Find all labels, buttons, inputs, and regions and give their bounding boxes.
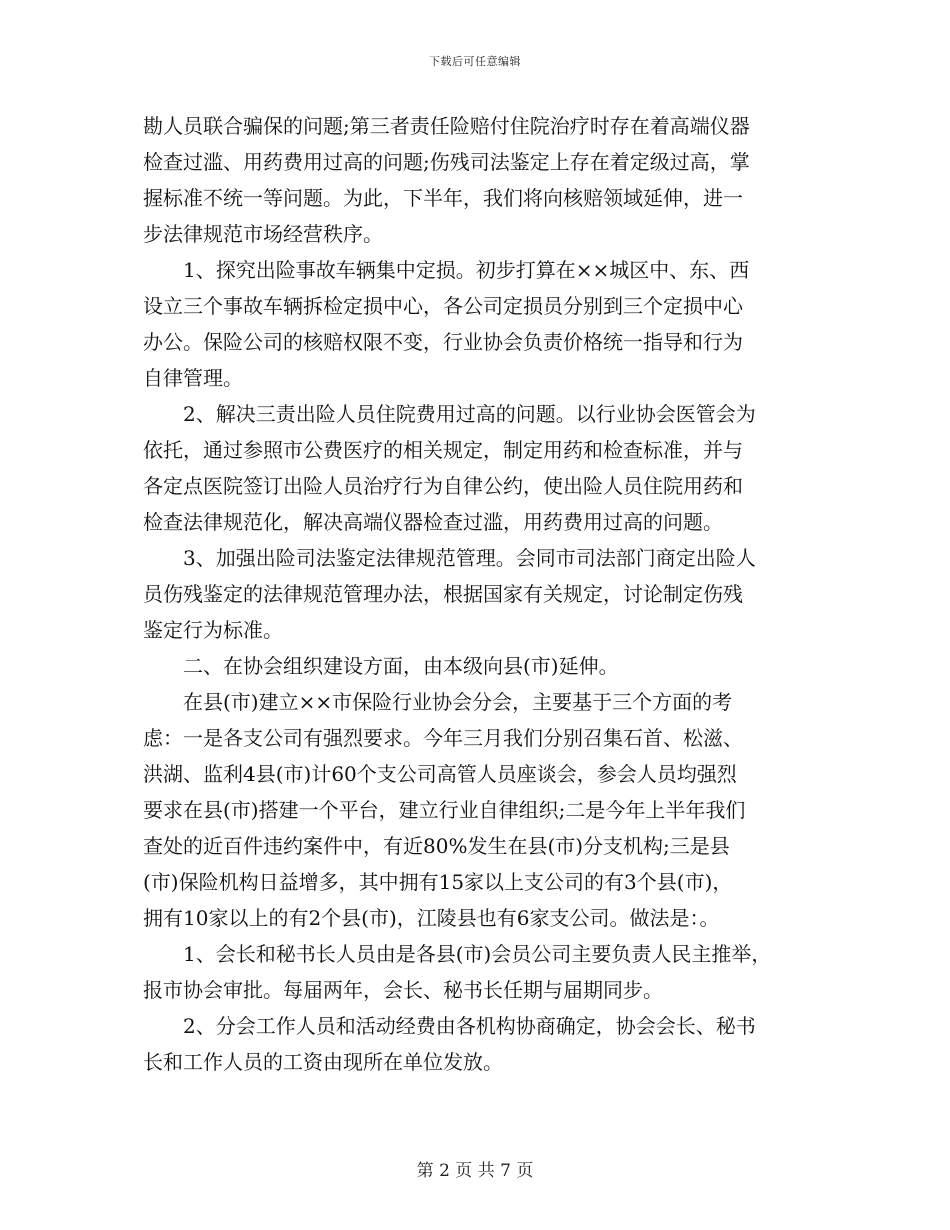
body-text-line: 勘人员联合骗保的问题;第三者责任险赔付住院治疗时存在着高端仪器: [143, 114, 750, 138]
body-text-line: 握标准不统一等问题。为此，下半年，我们将向核赔领域延伸，进一: [143, 186, 743, 210]
body-text-line: 办公。保险公司的核赔权限不变，行业协会负责价格统一指导和行为: [143, 330, 743, 354]
body-text-line: 1、探究出险事故车辆集中定损。初步打算在××城区中、东、西: [143, 258, 750, 282]
body-text-line: 要求在县(市)搭建一个平台，建立行业自律组织;二是今年上半年我们: [143, 798, 746, 822]
page-header: 下载后可任意编辑: [429, 55, 521, 68]
body-text-line: 自律管理。: [143, 366, 243, 390]
body-text-line: 员伤残鉴定的法律规范管理办法，根据国家有关规定，讨论制定伤残: [143, 582, 743, 606]
body-text-line: 2、解决三责出险人员住院费用过高的问题。以行业协会医管会为: [143, 402, 756, 426]
body-text-line: 在县(市)建立××市保险行业协会分会，主要基于三个方面的考: [143, 690, 733, 714]
document-body: [143, 108, 808, 1080]
body-text-line: 查处的近百件违约案件中，有近80%发生在县(市)分支机构;三是县: [143, 834, 730, 858]
body-text-line: 1、会长和秘书长人员由是各县(市)会员公司主要负责人民主推举，: [143, 942, 772, 966]
body-text-line: 2、分会工作人员和活动经费由各机构协商确定，协会会长、秘书: [143, 1014, 756, 1038]
body-text-line: 各定点医院签订出险人员治疗行为自律公约，使出险人员住院用药和: [143, 474, 743, 498]
body-text-line: (市)保险机构日益增多，其中拥有15家以上支公司的有3个县(市)，: [143, 870, 733, 894]
body-text-line: 检查过滥、用药费用过高的问题;伤残司法鉴定上存在着定级过高，掌: [143, 150, 750, 174]
page-number: 第 2 页 共 7 页: [416, 1161, 534, 1181]
body-text-line: 依托，通过参照市公费医疗的相关规定，制定用药和检查标准，并与: [143, 438, 743, 462]
body-text-line: 设立三个事故车辆拆检定损中心，各公司定损员分别到三个定损中心: [143, 294, 743, 318]
body-text-line: 二、在协会组织建设方面，由本级向县(市)延伸。: [143, 654, 619, 678]
body-text-line: 长和工作人员的工资由现所在单位发放。: [143, 1050, 503, 1074]
body-text-line: 鉴定行为标准。: [143, 618, 283, 642]
body-text-line: 检查法律规范化，解决高端仪器检查过滥，用药费用过高的问题。: [143, 510, 723, 534]
body-text-line: 报市协会审批。每届两年，会长、秘书长任期与届期同步。: [143, 978, 663, 1002]
body-text-line: 洪湖、监利4县(市)计60个支公司高管人员座谈会，参会人员均强烈: [143, 762, 737, 786]
body-text-line: 3、加强出险司法鉴定法律规范管理。会同市司法部门商定出险人: [143, 546, 756, 570]
body-text-line: 步法律规范市场经营秩序。: [143, 222, 383, 246]
body-text-line: 拥有10家以上的有2个县(市)，江陵县也有6家支公司。做法是：。: [143, 906, 720, 930]
body-text-line: 虑：一是各支公司有强烈要求。今年三月我们分别召集石首、松滋、: [143, 726, 743, 750]
